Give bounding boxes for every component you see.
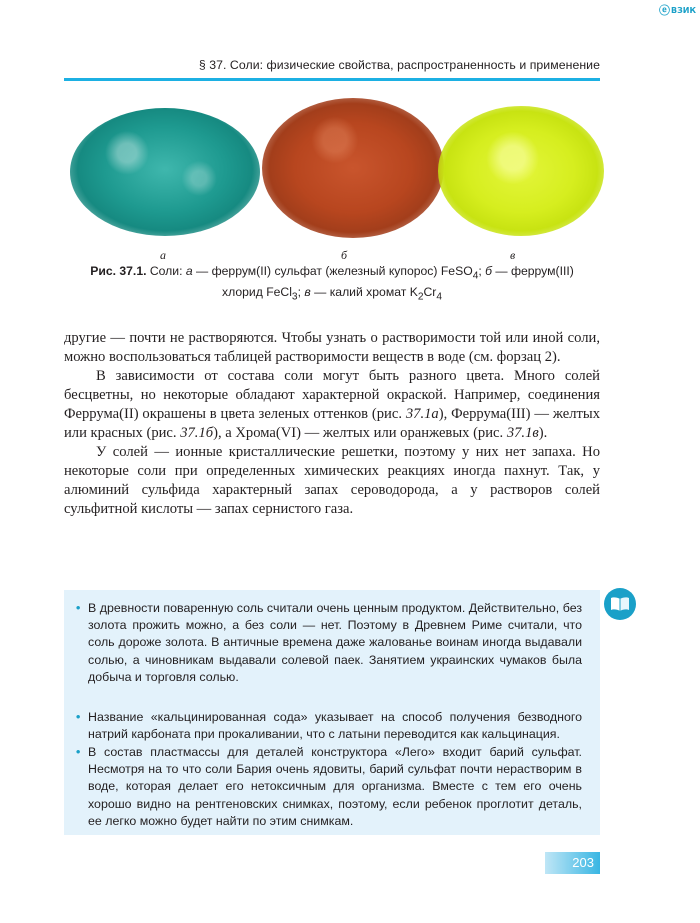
bullet-icon: • bbox=[76, 601, 81, 615]
interesting-facts-box bbox=[64, 590, 600, 835]
body-text bbox=[64, 329, 600, 519]
fact-item: • В древности поваренную соль считали очень ценным продуктом. Действительно, без золота прожить можно, а без соли — нет. Поэтому в Древнем Риме считали, что соль дороже золота. В античные времена даже жалованье воинам иногда выдавали солью, а чиновникам выдавали солевой паек. Занятием украинских чумаков была добыча и торговля солью. bbox=[76, 601, 582, 684]
bullet-icon: • bbox=[76, 710, 81, 724]
caption-prefix: Рис. 37.1. bbox=[90, 264, 147, 278]
fact-item: • В состав пластмассы для деталей конструктора «Лего» входит барий сульфат. Несмотря на то что соли Бария очень ядовиты, барий сульфат почти нерастворим в воде, которая делает его нетоксичным для организма. Вместе с тем его очень хорошо видно на рентгеновских снимках, поэтому, если ребенок проглотит деталь, ее легко можно будет найти по этим снимкам. bbox=[76, 745, 582, 828]
figure-caption: Рис. 37.1. Соли: а — феррум(II) сульфат (железный купорос) FeSO$_4$; б — феррум(III) хлорид FeCl$_3$; в — калий хромат $K_2Cr_4$ bbox=[90, 264, 574, 303]
logo-text: ВЗИК bbox=[670, 5, 696, 15]
bullet-icon: • bbox=[76, 745, 81, 759]
figure-label-a: а bbox=[160, 248, 166, 262]
figure-label-c: в bbox=[510, 248, 516, 262]
book-icon bbox=[604, 588, 636, 620]
paragraph-3: У солей — ионные кристаллические решетки, поэтому у них нет запаха. Но некоторые соли при определенных химических реакциях иногда пахнут. Так, у алюминий сульфида характерный запах сероводорода, а у растворов солей сульфитной кислоты — запах сернистого газа. bbox=[64, 444, 600, 517]
salt-pile-a bbox=[70, 108, 260, 236]
figure-label-b: б bbox=[341, 248, 348, 262]
paragraph-1: другие — почти не растворяются. Чтобы узнать о растворимости той или иной соли, можно воспользоваться таблицей растворимости веществ в воде (см. форзац 2). bbox=[64, 330, 600, 365]
salt-pile-c bbox=[438, 106, 604, 236]
page-number: 203 bbox=[545, 852, 600, 874]
salt-pile-b bbox=[262, 98, 444, 238]
paragraph-2: В зависимости от состава соли могут быть разного цвета. Много солей бесцветны, но некоторые обладают характерной окраской. Например, соединения Феррума(II) окрашены в цвета зеленых оттенков (рис. 37.1а), Феррума(III) — желтых или красных (рис. 37.1б), а Хрома(VI) — желтых или оранжевых (рис. 37.1в). bbox=[64, 368, 600, 441]
publisher-logo bbox=[659, 2, 696, 18]
fact-item: • Название «кальцинированная сода» указывает на способ получения безводного натрий карбоната при прокаливании, что с латыни переводится как кальцинация. bbox=[76, 710, 582, 742]
running-header: § 37. Соли: физические свойства, распространенность и применение bbox=[198, 58, 600, 72]
logo-e-icon: ⓔ bbox=[658, 4, 670, 17]
header-rule bbox=[64, 78, 600, 81]
